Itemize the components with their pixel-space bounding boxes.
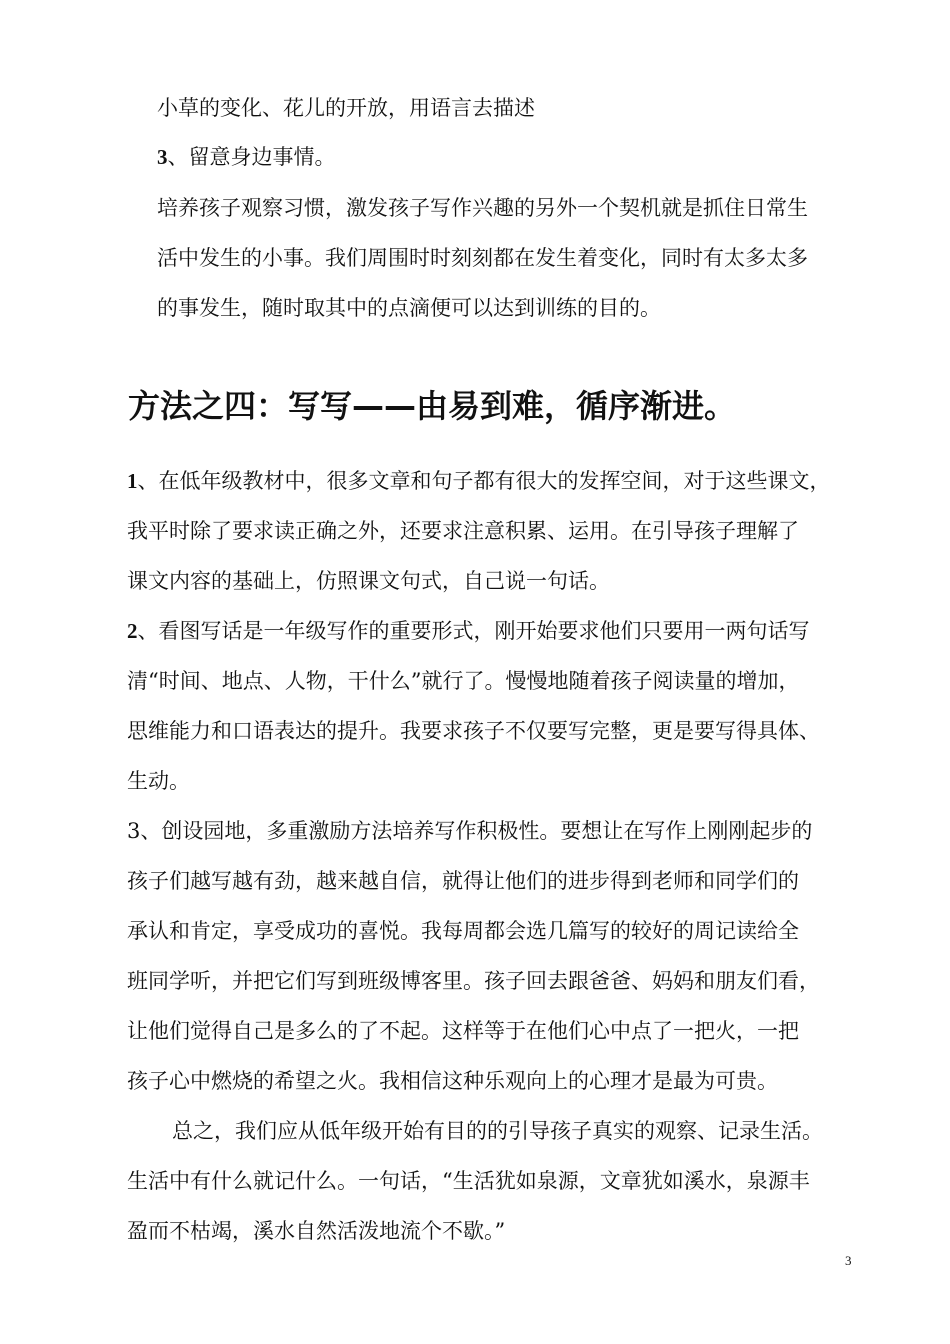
conclusion-line	[172, 1116, 872, 1146]
text: 课文内容的基础上，仿照课文句式，自己说一句话。	[127, 569, 610, 593]
item-3-line	[127, 966, 867, 996]
item-3-line	[127, 1066, 867, 1096]
conclusion-line	[127, 1166, 867, 1196]
text: 让他们觉得自己是多么的了不起。这样等于在他们心中点了一把火，一把	[127, 1019, 799, 1043]
item-1-line	[127, 516, 867, 546]
item-1-line	[127, 466, 867, 496]
text: 总之，我们应从低年级开始有目的的引导孩子真实的观察、记录生活。	[172, 1119, 823, 1143]
item-3-line	[127, 866, 867, 896]
section-heading: 方法之四：写写——由易到难，循序渐进。	[128, 387, 737, 425]
text: 活中发生的小事。我们周围时时刻刻都在发生着变化，同时有太多太多	[157, 246, 808, 270]
text: 盈而不枯竭，溪水自然活泼地流个不歇。”	[127, 1219, 506, 1243]
paragraph-line	[157, 243, 917, 273]
text: 、看图写话是一年级写作的重要形式，刚开始要求他们只要用一两句话写	[137, 619, 810, 643]
item-2-line	[127, 666, 867, 696]
item-3-observe	[157, 142, 917, 172]
text: 小草的变化、花儿的开放，用语言去描述	[157, 96, 535, 120]
item-3-line	[127, 916, 867, 946]
paragraph-line	[157, 293, 917, 323]
conclusion-line	[127, 1216, 867, 1246]
page-number: 3	[845, 1253, 852, 1268]
text: 班同学听，并把它们写到班级博客里。孩子回去跟爸爸、妈妈和朋友们看，	[127, 969, 820, 993]
text: 培养孩子观察习惯，激发孩子写作兴趣的另外一个契机就是抓住日常生	[157, 196, 808, 220]
text: 生活中有什么就记什么。一句话，“生活犹如泉源，文章犹如溪水，泉源丰	[127, 1169, 810, 1193]
item-2-line	[127, 716, 867, 746]
item-number: 3	[157, 145, 168, 169]
item-2-line	[127, 616, 867, 646]
text: 承认和肯定，享受成功的喜悦。我每周都会选几篇写的较好的周记读给全	[127, 919, 799, 943]
text: 孩子们越写越有劲，越来越自信，就得让他们的进步得到老师和同学们的	[127, 869, 799, 893]
text: 、留意身边事情。	[167, 145, 336, 169]
intro-line	[157, 93, 917, 123]
item-number: 1	[127, 469, 138, 493]
text: 生动。	[127, 769, 190, 793]
text: 的事发生，随时取其中的点滴便可以达到训练的目的。	[157, 296, 661, 320]
item-1-line	[127, 566, 867, 596]
item-number: 2	[127, 619, 138, 643]
text: 思维能力和口语表达的提升。我要求孩子不仅要写完整，更是要写得具体、	[127, 719, 820, 743]
text: 、在低年级教材中，很多文章和句子都有很大的发挥空间，对于这些课文，	[137, 469, 831, 493]
paragraph-line	[157, 193, 917, 223]
text: 清“时间、地点、人物，干什么”就行了。慢慢地随着孩子阅读量的增加，	[127, 669, 800, 693]
item-3-line	[127, 1016, 867, 1046]
item-2-line	[127, 766, 867, 796]
item-3-line	[127, 816, 867, 846]
text: 3、创设园地，多重激励方法培养写作积极性。要想让在写作上刚刚起步的	[127, 819, 813, 843]
text: 我平时除了要求读正确之外，还要求注意积累、运用。在引导孩子理解了	[127, 519, 799, 543]
text: 孩子心中燃烧的希望之火。我相信这种乐观向上的心理才是最为可贵。	[127, 1069, 778, 1093]
